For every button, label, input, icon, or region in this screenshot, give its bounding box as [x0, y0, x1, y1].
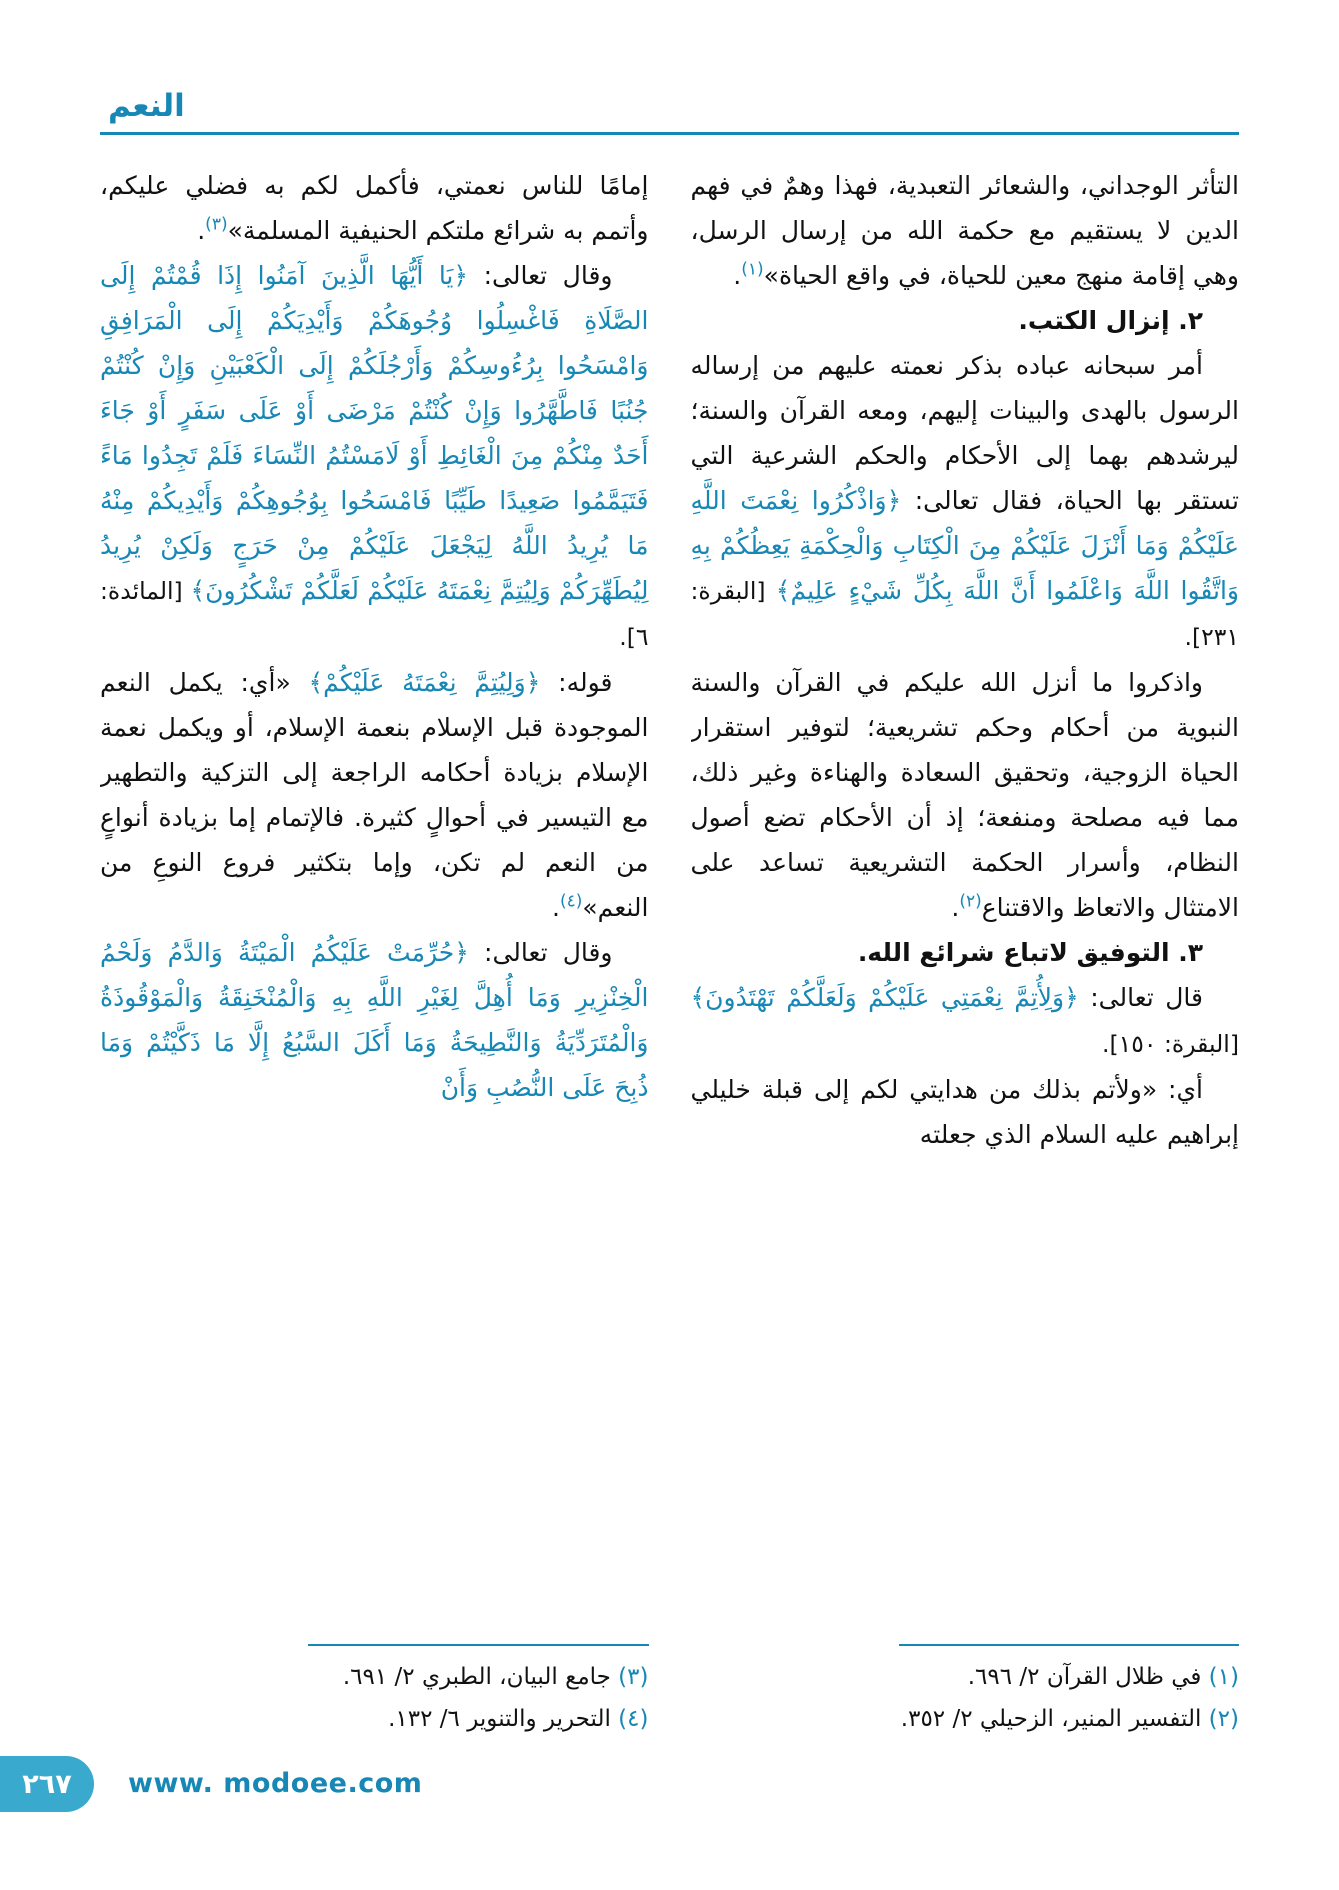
- footnote-number: (٣): [610, 1664, 649, 1690]
- text-run: قال تعالى:: [1078, 983, 1203, 1012]
- paragraph: [100, 660, 649, 930]
- quran-quote: ﴿وَلِيُتِمَّ نِعْمَتَهُ عَلَيْكُمْ﴾: [308, 668, 541, 697]
- paragraph: [691, 660, 1240, 930]
- text-run: أي: «ولأتم بذلك من هدايتي لكم إلى قبلة خليلي إبراهيم عليه السلام الذي جعلته: [690, 1075, 1239, 1149]
- footnote-number: (٤): [610, 1706, 649, 1732]
- paragraph: [100, 253, 649, 660]
- footnote: [691, 1698, 1240, 1740]
- column-right-body: [691, 163, 1240, 1638]
- text-run: وقال تعالى:: [468, 261, 613, 290]
- paragraph: [691, 1067, 1240, 1157]
- footnote-list-right: [691, 1656, 1240, 1740]
- text-run: وقال تعالى:: [468, 938, 613, 967]
- text-run: ٢. إنزال الكتب.: [1018, 306, 1203, 335]
- section-heading: [691, 930, 1240, 975]
- footnote: [691, 1656, 1240, 1698]
- footnote-marker: (٣): [205, 214, 228, 235]
- footnote-text: التحرير والتنوير ٦/ ١٣٢.: [388, 1706, 611, 1732]
- text-run: .: [552, 893, 560, 922]
- column-right: [691, 163, 1240, 1740]
- quran-quote: ﴿يَا أَيُّهَا الَّذِينَ آمَنُوا إِذَا قُمْتُمْ إِلَى الصَّلَاةِ فَاغْسِلُوا وُجُوهَكُمْ وَأَيْدِيَكُمْ إِلَى الْمَرَافِقِ وَامْسَحُوا بِرُءُوسِكُمْ وَأَرْجُلَكُمْ إِلَى الْكَعْبَيْنِ وَإِنْ كُنْتُمْ جُنُبًا فَاطَّهَّرُوا وَإِنْ كُنْتُمْ مَرْضَى أَوْ عَلَى سَفَرٍ أَوْ جَاءَ أَحَدٌ مِنْكُمْ مِنَ الْغَائِطِ أَوْ لَامَسْتُمُ النِّسَاءَ فَلَمْ تَجِدُوا مَاءً فَتَيَمَّمُوا صَعِيدًا طَيِّبًا فَامْسَحُوا بِوُجُوهِكُمْ وَأَيْدِيكُمْ مِنْهُ مَا يُرِيدُ اللَّهُ لِيَجْعَلَ عَلَيْكُمْ مِنْ حَرَجٍ وَلَكِنْ يُرِيدُ لِيُطَهِّرَكُمْ وَلِيُتِمَّ نِعْمَتَهُ عَلَيْكُمْ لَعَلَّكُمْ تَشْكُرُونَ﴾: [100, 261, 649, 605]
- paragraph: [100, 163, 649, 253]
- website-link[interactable]: www. modoee.com: [128, 1768, 423, 1799]
- column-left-body: [100, 163, 649, 1638]
- paragraph: [100, 930, 649, 1110]
- footnote-list-left: [100, 1656, 649, 1740]
- footnote-marker: (١): [741, 259, 764, 280]
- page-content: [100, 88, 1239, 1740]
- footnote: [100, 1698, 649, 1740]
- paragraph: [691, 163, 1240, 298]
- footnote-separator: [308, 1644, 648, 1646]
- footnotes-left: [100, 1638, 649, 1740]
- quran-quote: ﴿حُرِّمَتْ عَلَيْكُمُ الْمَيْتَةُ وَالدَّمُ وَلَحْمُ الْخِنْزِيرِ وَمَا أُهِلَّ لِغَيْرِ اللَّهِ بِهِ وَالْمُنْخَنِقَةُ وَالْمَوْقُوذَةُ وَالْمُتَرَدِّيَةُ وَالنَّطِيحَةُ وَمَا أَكَلَ السَّبُعُ إِلَّا مَا ذَكَّيْتُمْ وَمَا ذُبِحَ عَلَى النُّصُبِ وَأَنْ: [100, 938, 649, 1102]
- footnote-separator: [899, 1644, 1239, 1646]
- header-rule: [100, 132, 1239, 135]
- text-run: قوله:: [540, 668, 613, 697]
- text-run: واذكروا ما أنزل الله عليكم في القرآن والسنة النبوية من أحكام وحكم تشريعية؛ لتوفير استقرار الحياة الزوجية، وتحقيق السعادة والهناءة وغير ذلك، مما فيه مصلحة ومنفعة؛ إذ أن الأحكام تضع أصول النظام، وأسرار الحكمة التشريعية تساعد على الامتثال والاتعاظ والاقتناع: [690, 668, 1239, 922]
- paragraph: [691, 975, 1240, 1067]
- page-number-badge: ٢٦٧: [0, 1756, 94, 1812]
- footnote: [100, 1656, 649, 1698]
- verse-reference: [البقرة: ١٥٠].: [1101, 1030, 1239, 1058]
- footnote-marker: (٤): [559, 891, 583, 912]
- verse-reference: [المائدة: ٦].: [100, 577, 649, 651]
- text-run: إمامًا للناس نعمتي، فأكمل لكم به فضلي عليكم، وأتمم به شرائع ملتكم الحنيفية المسلمة»: [100, 171, 649, 245]
- text-run: .: [733, 261, 742, 290]
- text-run: التأثر الوجداني، والشعائر التعبدية، فهذا وهمٌ في فهم الدين لا يستقيم مع حكمة الله من إرسال الرسل، وهي إقامة منهج معين للحياة، في واقع الحياة»: [690, 171, 1239, 290]
- text-run: «أي: يكمل النعم الموجودة قبل الإسلام بنعمة الإسلام، أو ويكمل نعمة الإسلام بزيادة أحكامه الراجعة إلى التزكية والتطهير مع التيسير في أحوالٍ كثيرة. فالإتمام إما بزيادة أنواعٍ من النعم لم تكن، وإما بتكثير فروع النوعِ من النعم»: [100, 668, 649, 922]
- text-run: .: [951, 893, 960, 922]
- text-run: ٣. التوفيق لاتباع شرائع الله.: [857, 938, 1203, 967]
- footnote-number: (١): [1201, 1664, 1239, 1690]
- text-run: .: [197, 216, 206, 245]
- footnote-text: جامع البيان، الطبري ٢/ ٦٩١.: [342, 1664, 611, 1690]
- footnote-marker: (٢): [959, 891, 982, 912]
- section-heading: [691, 298, 1240, 343]
- footnote-text: في ظلال القرآن ٢/ ٦٩٦.: [967, 1664, 1202, 1690]
- column-left: [100, 163, 649, 1740]
- paragraph: [691, 343, 1240, 660]
- text-columns: [100, 163, 1239, 1740]
- quran-quote: ﴿وَلِأُتِمَّ نِعْمَتِي عَلَيْكُمْ وَلَعَلَّكُمْ تَهْتَدُونَ﴾: [690, 983, 1079, 1012]
- footnotes-right: [691, 1638, 1240, 1740]
- footnote-number: (٢): [1201, 1706, 1239, 1732]
- text-run: أمر سبحانه عباده بذكر نعمته عليهم من إرساله الرسول بالهدى والبينات إليهم، ومعه القرآن والسنة؛ ليرشدهم بهما إلى الأحكام والحكم الشرعية التي تستقر بها الحياة، فقال تعالى:: [690, 351, 1239, 515]
- verse-reference: [البقرة: ٢٣١].: [690, 577, 1239, 651]
- page-header: [100, 88, 1239, 135]
- running-head-title: النعم: [108, 88, 185, 124]
- quran-quote: ﴿وَاذْكُرُوا نِعْمَتَ اللَّهِ عَلَيْكُمْ وَمَا أَنْزَلَ عَلَيْكُمْ مِنَ الْكِتَابِ وَالْحِكْمَةِ يَعِظُكُمْ بِهِ وَاتَّقُوا اللَّهَ وَاعْلَمُوا أَنَّ اللَّهَ بِكُلِّ شَيْءٍ عَلِيمٌ﴾: [690, 486, 1239, 605]
- footnote-text: التفسير المنير، الزحيلي ٢/ ٣٥٢.: [900, 1706, 1202, 1732]
